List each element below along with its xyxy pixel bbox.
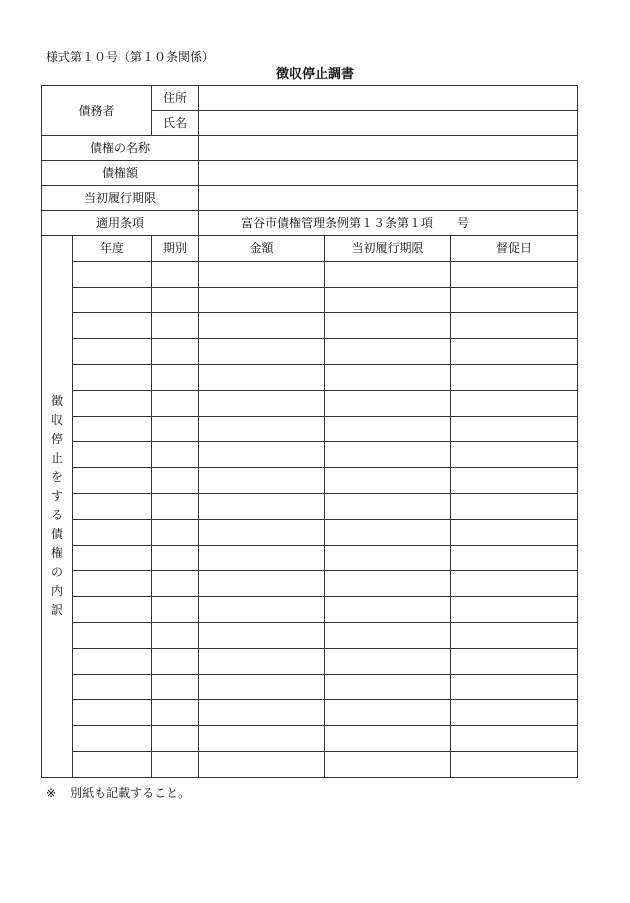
breakdown-row bbox=[42, 545, 578, 571]
breakdown-row bbox=[42, 493, 578, 519]
reminder-date-cell[interactable] bbox=[451, 390, 578, 416]
reminder-date-cell[interactable] bbox=[451, 416, 578, 442]
year-cell[interactable] bbox=[73, 622, 152, 648]
column-header-amount: 金額 bbox=[199, 236, 325, 262]
breakdown-row bbox=[42, 313, 578, 339]
breakdown-row bbox=[42, 442, 578, 468]
year-cell[interactable] bbox=[73, 468, 152, 494]
year-cell[interactable] bbox=[73, 364, 152, 390]
year-cell[interactable] bbox=[73, 545, 152, 571]
period-cell[interactable] bbox=[152, 261, 199, 287]
breakdown-row bbox=[42, 674, 578, 700]
reminder-date-cell[interactable] bbox=[451, 364, 578, 390]
amount-cell[interactable] bbox=[199, 674, 325, 700]
stop-collection-form-table bbox=[41, 85, 578, 778]
breakdown-row bbox=[42, 571, 578, 597]
period-cell[interactable] bbox=[152, 571, 199, 597]
period-cell[interactable] bbox=[152, 700, 199, 726]
address-field[interactable] bbox=[199, 86, 578, 111]
amount-cell[interactable] bbox=[199, 390, 325, 416]
year-cell[interactable] bbox=[73, 313, 152, 339]
period-cell[interactable] bbox=[152, 597, 199, 623]
period-cell[interactable] bbox=[152, 545, 199, 571]
note-mark: ※ bbox=[46, 786, 57, 800]
original-deadline-cell[interactable] bbox=[325, 364, 451, 390]
year-cell[interactable] bbox=[73, 339, 152, 365]
reminder-date-cell[interactable] bbox=[451, 519, 578, 545]
year-cell[interactable] bbox=[73, 674, 152, 700]
year-cell[interactable] bbox=[73, 700, 152, 726]
reminder-date-cell[interactable] bbox=[451, 493, 578, 519]
original-deadline-cell[interactable] bbox=[325, 261, 451, 287]
original-deadline-cell[interactable] bbox=[325, 751, 451, 777]
debtor-address-row bbox=[42, 86, 578, 111]
breakdown-row bbox=[42, 726, 578, 752]
year-cell[interactable] bbox=[73, 442, 152, 468]
amount-cell[interactable] bbox=[199, 261, 325, 287]
amount-cell[interactable] bbox=[199, 597, 325, 623]
note-text: 別紙も記載すること。 bbox=[70, 786, 191, 800]
period-cell[interactable] bbox=[152, 674, 199, 700]
original-deadline-cell[interactable] bbox=[325, 571, 451, 597]
year-cell[interactable] bbox=[73, 519, 152, 545]
original-deadline-cell[interactable] bbox=[325, 726, 451, 752]
column-header-period: 期別 bbox=[152, 236, 199, 262]
period-cell[interactable] bbox=[152, 468, 199, 494]
original-deadline-cell[interactable] bbox=[325, 597, 451, 623]
year-cell[interactable] bbox=[73, 648, 152, 674]
breakdown-row bbox=[42, 648, 578, 674]
original-deadline-cell[interactable] bbox=[325, 545, 451, 571]
period-cell[interactable] bbox=[152, 648, 199, 674]
period-cell[interactable] bbox=[152, 416, 199, 442]
period-cell[interactable] bbox=[152, 442, 199, 468]
period-cell[interactable] bbox=[152, 339, 199, 365]
amount-cell[interactable] bbox=[199, 571, 325, 597]
amount-cell[interactable] bbox=[199, 545, 325, 571]
reminder-date-cell[interactable] bbox=[451, 700, 578, 726]
year-cell[interactable] bbox=[73, 726, 152, 752]
breakdown-row bbox=[42, 339, 578, 365]
applicable-clause-suffix: 号 bbox=[457, 216, 470, 230]
original-deadline-cell[interactable] bbox=[325, 287, 451, 313]
breakdown-header-row bbox=[42, 236, 578, 262]
breakdown-side-label: 徴収停止をする債権の内訳 bbox=[50, 394, 63, 618]
reminder-date-cell[interactable] bbox=[451, 545, 578, 571]
breakdown-row bbox=[42, 390, 578, 416]
breakdown-row bbox=[42, 287, 578, 313]
amount-cell[interactable] bbox=[199, 751, 325, 777]
year-cell[interactable] bbox=[73, 261, 152, 287]
original-deadline-cell[interactable] bbox=[325, 674, 451, 700]
applicable-clause-text: 富谷市債権管理条例第１３条第１項 bbox=[241, 216, 434, 230]
reminder-date-cell[interactable] bbox=[451, 339, 578, 365]
amount-cell[interactable] bbox=[199, 622, 325, 648]
breakdown-row bbox=[42, 364, 578, 390]
form-number: 様式第１０号（第１０条関係） bbox=[46, 50, 215, 64]
original-deadline-cell[interactable] bbox=[325, 442, 451, 468]
reminder-date-cell[interactable] bbox=[451, 468, 578, 494]
debtor-label: 債務者 bbox=[42, 86, 152, 136]
amount-cell[interactable] bbox=[199, 313, 325, 339]
amount-cell[interactable] bbox=[199, 700, 325, 726]
reminder-date-cell[interactable] bbox=[451, 571, 578, 597]
original-deadline-cell[interactable] bbox=[325, 622, 451, 648]
period-cell[interactable] bbox=[152, 390, 199, 416]
original-deadline-row bbox=[42, 186, 578, 211]
amount-cell[interactable] bbox=[199, 416, 325, 442]
column-header-original-deadline: 当初履行期限 bbox=[325, 236, 451, 262]
original-deadline-label: 当初履行期限 bbox=[42, 186, 199, 211]
applicable-clause-label: 適用条項 bbox=[42, 211, 199, 236]
breakdown-row bbox=[42, 597, 578, 623]
reminder-date-cell[interactable] bbox=[451, 648, 578, 674]
amount-cell[interactable] bbox=[199, 364, 325, 390]
original-deadline-cell[interactable] bbox=[325, 390, 451, 416]
original-deadline-cell[interactable] bbox=[325, 648, 451, 674]
name-field[interactable] bbox=[199, 111, 578, 136]
claim-name-row bbox=[42, 136, 578, 161]
original-deadline-cell[interactable] bbox=[325, 339, 451, 365]
reminder-date-cell[interactable] bbox=[451, 261, 578, 287]
period-cell[interactable] bbox=[152, 313, 199, 339]
name-label: 氏名 bbox=[152, 111, 199, 136]
amount-cell[interactable] bbox=[199, 726, 325, 752]
year-cell[interactable] bbox=[73, 597, 152, 623]
reminder-date-cell[interactable] bbox=[451, 674, 578, 700]
footer-note bbox=[46, 785, 190, 801]
period-cell[interactable] bbox=[152, 493, 199, 519]
original-deadline-cell[interactable] bbox=[325, 519, 451, 545]
breakdown-row bbox=[42, 700, 578, 726]
original-deadline-cell[interactable] bbox=[325, 416, 451, 442]
period-cell[interactable] bbox=[152, 519, 199, 545]
breakdown-row bbox=[42, 261, 578, 287]
breakdown-row bbox=[42, 468, 578, 494]
breakdown-row bbox=[42, 622, 578, 648]
original-deadline-cell[interactable] bbox=[325, 700, 451, 726]
address-label: 住所 bbox=[152, 86, 199, 111]
reminder-date-cell[interactable] bbox=[451, 597, 578, 623]
amount-cell[interactable] bbox=[199, 648, 325, 674]
year-cell[interactable] bbox=[73, 751, 152, 777]
amount-cell[interactable] bbox=[199, 468, 325, 494]
column-header-reminder-date: 督促日 bbox=[451, 236, 578, 262]
amount-cell[interactable] bbox=[199, 442, 325, 468]
period-cell[interactable] bbox=[152, 364, 199, 390]
amount-cell[interactable] bbox=[199, 493, 325, 519]
breakdown-side-label-cell bbox=[42, 236, 73, 778]
amount-cell[interactable] bbox=[199, 287, 325, 313]
original-deadline-field[interactable] bbox=[199, 186, 578, 211]
year-cell[interactable] bbox=[73, 416, 152, 442]
original-deadline-cell[interactable] bbox=[325, 493, 451, 519]
year-cell[interactable] bbox=[73, 493, 152, 519]
breakdown-row bbox=[42, 751, 578, 777]
breakdown-row bbox=[42, 519, 578, 545]
amount-cell[interactable] bbox=[199, 519, 325, 545]
year-cell[interactable] bbox=[73, 287, 152, 313]
column-header-year: 年度 bbox=[73, 236, 152, 262]
breakdown-row bbox=[42, 416, 578, 442]
period-cell[interactable] bbox=[152, 751, 199, 777]
year-cell[interactable] bbox=[73, 390, 152, 416]
reminder-date-cell[interactable] bbox=[451, 313, 578, 339]
reminder-date-cell[interactable] bbox=[451, 622, 578, 648]
document-title: 徴収停止調書 bbox=[275, 67, 354, 82]
applicable-clause-value bbox=[199, 211, 578, 236]
reminder-date-cell[interactable] bbox=[451, 442, 578, 468]
reminder-date-cell[interactable] bbox=[451, 726, 578, 752]
reminder-date-cell[interactable] bbox=[451, 287, 578, 313]
claim-name-label: 債権の名称 bbox=[42, 136, 199, 161]
claim-name-field[interactable] bbox=[199, 136, 578, 161]
claim-amount-row bbox=[42, 161, 578, 186]
original-deadline-cell[interactable] bbox=[325, 468, 451, 494]
applicable-clause-row bbox=[42, 211, 578, 236]
reminder-date-cell[interactable] bbox=[451, 751, 578, 777]
amount-cell[interactable] bbox=[199, 339, 325, 365]
claim-amount-field[interactable] bbox=[199, 161, 578, 186]
year-cell[interactable] bbox=[73, 571, 152, 597]
original-deadline-cell[interactable] bbox=[325, 313, 451, 339]
claim-amount-label: 債権額 bbox=[42, 161, 199, 186]
period-cell[interactable] bbox=[152, 622, 199, 648]
period-cell[interactable] bbox=[152, 726, 199, 752]
period-cell[interactable] bbox=[152, 287, 199, 313]
